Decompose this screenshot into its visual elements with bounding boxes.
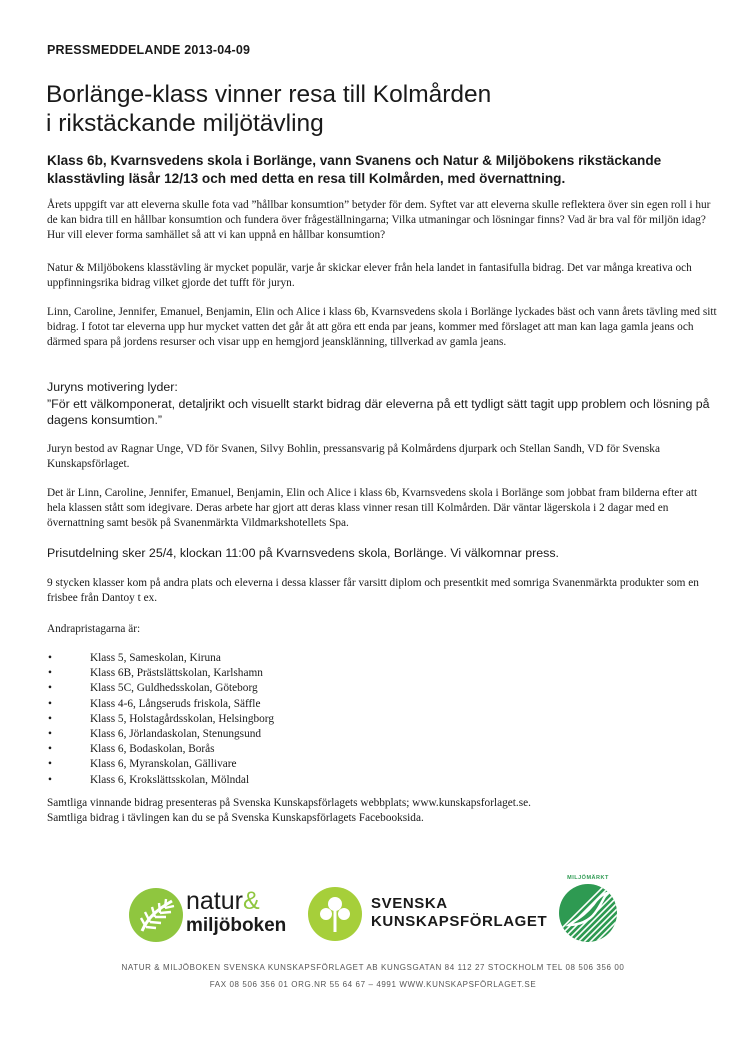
list-item: • Klass 6, Jörlandaskolan, Stenungsund	[47, 727, 274, 742]
runners-heading: Andrapristagarna är:	[47, 623, 141, 635]
list-item: • Klass 5, Holstagårdsskolan, Helsingborg	[47, 712, 274, 727]
bullet: •	[48, 728, 52, 741]
lead-line-2: klasstävling läsår 12/13 och med detta en resa till Kolmården, med övernattning.	[47, 171, 566, 186]
jury-quote: ”För ett välkomponerat, detaljrikt och visuellt starkt bidrag där eleverna på ett tydligt sätt tagit upp problem och lösning på dagens konsumtion.”	[47, 396, 710, 427]
swan-icon	[555, 875, 621, 945]
swan-ecolabel-logo	[555, 875, 621, 945]
closing-text	[47, 796, 717, 826]
paragraph-winners: Linn, Caroline, Jennifer, Emanuel, Benjamin, Elin och Alice i klass 6b, Kvarnsvedens skola i Borlänge lyckades bäst och vann årets tävling med sitt bidrag. I fotot tar eleverna upp hur mycket vatten det går åt att göra ett enda par jeans, kommer med förslaget att man kan laga gamla jeans och därmed spara på jordens resurser och visar upp en hemgjord jeansklänning, tillverkad av gamla jeans.	[47, 306, 717, 348]
bullet: •	[48, 773, 52, 786]
footer-contact: FAX 08 506 356 01 ORG.NR 55 64 67 – 4991 WWW.KUNSKAPSFÖRLAGET.SE	[209, 980, 537, 989]
bullet: •	[48, 712, 52, 725]
sk-line-2: KUNSKAPSFÖRLAGET	[371, 913, 548, 930]
tree-icon	[307, 886, 363, 942]
list-item: • Klass 6, Krokslättsskolan, Mölndal	[47, 773, 274, 788]
paragraph-prize: Det är Linn, Caroline, Jennifer, Emanuel, Benjamin, Elin och Alice i klass 6b, Kvarnsvedens skola i Borlänge som jobbat fram bilderna efter att hela klassen stått som idegivare. Deras arbete har gjort att deras klass vinner resan till Kolmården. Där väntar lägerskola i 2 dagar med en övernattning samt besök på Svanenmärkta Vildmarkshotellets Spa.	[47, 487, 698, 529]
bullet: •	[48, 758, 52, 771]
bullet: •	[48, 667, 52, 680]
list-item: • Klass 5C, Guldhedsskolan, Göteborg	[47, 681, 274, 696]
jury-heading: Juryns motivering lyder:	[47, 380, 178, 394]
natur-miljoboken-logo	[128, 885, 298, 955]
kunskapsforlaget-logo	[307, 882, 547, 952]
list-item: • Klass 5, Sameskolan, Kiruna	[47, 651, 274, 666]
paragraph-task: Årets uppgift var att eleverna skulle fota vad ”hållbar konsumtion” betyder för dem. Syftet var att eleverna skulle reflektera över sin egen roll i hur de kan bidra till en hållbar konsumtion och fundera över frågeställningarna; Vilka utmaningar och lösningar finns? Vad är bra val för miljön idag? Hur vill elever forma samhället så att vi kan uppnå en hållbar konsumtion?	[47, 199, 711, 241]
list-item: • Klass 4-6, Långseruds friskola, Säffle	[47, 697, 274, 712]
press-release-label: PRESSMEDDELANDE 2013-04-09	[47, 43, 251, 57]
title-line-1: Borlänge-klass vinner resa till Kolmården	[46, 81, 492, 108]
page-title	[46, 80, 706, 138]
bullet: •	[48, 682, 52, 695]
logo-row	[0, 870, 746, 960]
natur-amp: &	[242, 887, 260, 915]
paragraph-jury: Juryn bestod av Ragnar Unge, VD för Svanen, Silvy Bohlin, pressansvarig på Kolmårdens djurpark och Stellan Sandh, VD för Svenska Kunskapsförlaget.	[47, 443, 660, 470]
footer-address: NATUR & MILJÖBOKEN SVENSKA KUNSKAPSFÖRLAGET AB KUNGSGATAN 84 112 27 STOCKHOLM TEL 08 506 356 00	[121, 963, 625, 972]
miljoboken-word: miljöboken	[186, 915, 287, 936]
leaf-icon	[128, 887, 184, 943]
list-item: • Klass 6, Bodaskolan, Borås	[47, 742, 274, 757]
closing-line-2: Samtliga bidrag i tävlingen kan du se på Svenska Kunskapsförlagets Facebooksida.	[47, 812, 424, 824]
paragraph-popular: Natur & Miljöbokens klasstävling är mycket populär, varje år skickar elever från hela landet in fantasifulla bidrag. Det var många kreativa och uppfinningsrika bidrag vilket gjorde det tufft för juryn.	[47, 262, 692, 289]
paragraph-runners-up: 9 stycken klasser kom på andra plats och eleverna i dessa klasser får varsitt diplom och presentkit med somriga Svanenmärkta produkter som en frisbee från Dantoy t ex.	[47, 577, 699, 604]
title-line-2: i rikstäckande miljötävling	[46, 110, 324, 137]
jury-motivation	[47, 379, 717, 429]
runners-list	[47, 651, 274, 788]
sk-line-1: SVENSKA	[371, 895, 448, 912]
bullet: •	[48, 697, 52, 710]
list-item: • Klass 6, Myranskolan, Gällivare	[47, 757, 274, 772]
natur-word: natur	[186, 887, 243, 915]
list-item: • Klass 6B, Prästslättskolan, Karlshamn	[47, 666, 274, 681]
award-announcement: Prisutdelning sker 25/4, klockan 11:00 på Kvarnsvedens skola, Borlänge. Vi välkomnar press.	[47, 546, 559, 560]
closing-line-1: Samtliga vinnande bidrag presenteras på Svenska Kunskapsförlagets webbplats; www.kunskapsforlaget.se.	[47, 797, 531, 809]
bullet: •	[48, 743, 52, 756]
lead-line-1: Klass 6b, Kvarnsvedens skola i Borlänge, vann Svanens och Natur & Miljöbokens rikstäckande	[47, 153, 662, 168]
bullet: •	[48, 652, 52, 664]
swan-label-text: MILJÖMÄRKT	[567, 875, 609, 881]
lead-paragraph	[47, 152, 707, 188]
